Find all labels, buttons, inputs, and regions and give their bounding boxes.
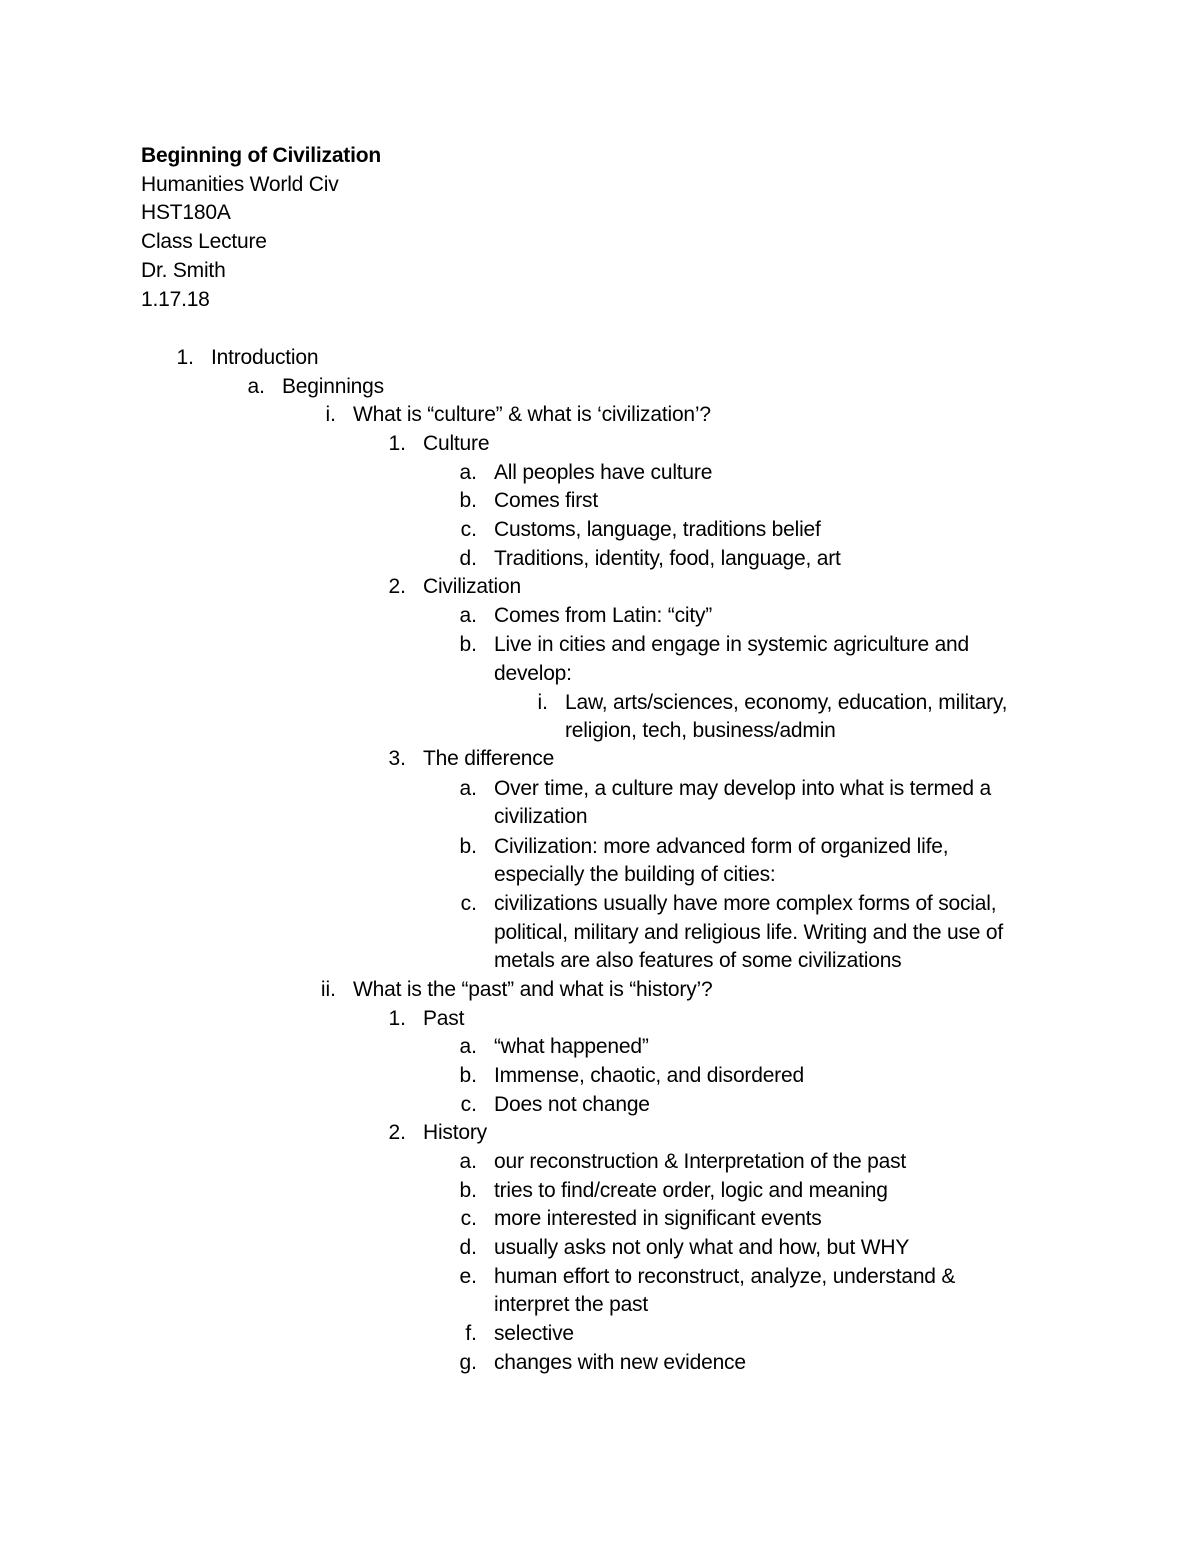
lecture-date: 1.17.18 — [141, 288, 210, 311]
outline-item: Beginnings — [282, 375, 384, 398]
outline-item: Does not change — [494, 1093, 650, 1116]
outline-item: Past — [423, 1007, 465, 1030]
outline-item: Immense, chaotic, and disordered — [494, 1064, 804, 1087]
outline-item: All peoples have culture — [494, 461, 713, 484]
list-marker: f. — [465, 1322, 477, 1345]
list-marker: 1. — [176, 346, 194, 369]
outline-item-continuation: civilization — [494, 805, 588, 828]
outline-item: Over time, a culture may develop into what is termed a — [494, 777, 991, 800]
list-marker: c. — [460, 1093, 477, 1116]
document-type: Class Lecture — [141, 230, 267, 253]
list-marker: 1. — [388, 432, 406, 455]
list-marker: a. — [459, 604, 477, 627]
list-marker: b. — [459, 633, 477, 656]
outline-item: usually asks not only what and how, but WHY — [494, 1236, 910, 1259]
list-marker: c. — [460, 892, 477, 915]
outline-item: Comes from Latin: “city” — [494, 604, 713, 627]
outline-item-continuation: especially the building of cities: — [494, 863, 776, 886]
outline-item: human effort to reconstruct, analyze, understand & — [494, 1265, 956, 1288]
list-marker: ii. — [320, 978, 336, 1001]
list-marker: b. — [459, 489, 477, 512]
list-marker: a. — [459, 461, 477, 484]
outline-item: Civilization: more advanced form of organized life, — [494, 835, 949, 858]
document-title: Beginning of Civilization — [141, 144, 381, 167]
outline-item-continuation: religion, tech, business/admin — [565, 719, 836, 742]
outline-item-continuation: develop: — [494, 662, 572, 685]
list-marker: a. — [459, 1150, 477, 1173]
outline-item: Introduction — [211, 346, 319, 369]
course-code: HST180A — [141, 201, 231, 224]
outline-item: Customs, language, traditions belief — [494, 518, 821, 541]
list-marker: i. — [537, 691, 548, 714]
outline-item: Culture — [423, 432, 490, 455]
outline-item-continuation: interpret the past — [494, 1293, 648, 1316]
outline-item: selective — [494, 1322, 574, 1345]
outline-item: The difference — [423, 747, 555, 770]
list-marker: i. — [325, 403, 336, 426]
outline-item: What is “culture” & what is ‘civilization’? — [353, 403, 711, 426]
list-marker: c. — [460, 518, 477, 541]
list-marker: e. — [459, 1265, 477, 1288]
list-marker: d. — [459, 1236, 477, 1259]
outline-item: our reconstruction & Interpretation of the past — [494, 1150, 907, 1173]
outline-item: Traditions, identity, food, language, art — [494, 547, 841, 570]
outline-item: civilizations usually have more complex forms of social, — [494, 892, 997, 915]
list-marker: b. — [459, 1064, 477, 1087]
list-marker: d. — [459, 547, 477, 570]
outline-item: more interested in significant events — [494, 1207, 822, 1230]
list-marker: 2. — [388, 1121, 406, 1144]
outline-item: changes with new evidence — [494, 1351, 746, 1374]
list-marker: b. — [459, 835, 477, 858]
list-marker: 3. — [388, 747, 406, 770]
outline-item: Comes first — [494, 489, 598, 512]
list-marker: a. — [459, 1035, 477, 1058]
list-marker: a. — [247, 375, 265, 398]
outline-item: What is the “past” and what is “history’? — [353, 978, 713, 1001]
outline-item: “what happened” — [494, 1035, 649, 1058]
outline-item: Law, arts/sciences, economy, education, military, — [565, 691, 1008, 714]
list-marker: 1. — [388, 1007, 406, 1030]
outline-item: Civilization — [423, 575, 521, 598]
outline-item: Live in cities and engage in systemic agriculture and — [494, 633, 970, 656]
list-marker: 2. — [388, 575, 406, 598]
list-marker: g. — [459, 1351, 477, 1374]
list-marker: b. — [459, 1179, 477, 1202]
outline-item-continuation: political, military and religious life. Writing and the use of — [494, 921, 1003, 944]
outline-item-continuation: metals are also features of some civilizations — [494, 949, 902, 972]
course-name: Humanities World Civ — [141, 173, 339, 196]
outline-item: History — [423, 1121, 487, 1144]
list-marker: a. — [459, 777, 477, 800]
list-marker: c. — [460, 1207, 477, 1230]
instructor-name: Dr. Smith — [141, 259, 226, 282]
outline-item: tries to find/create order, logic and meaning — [494, 1179, 888, 1202]
